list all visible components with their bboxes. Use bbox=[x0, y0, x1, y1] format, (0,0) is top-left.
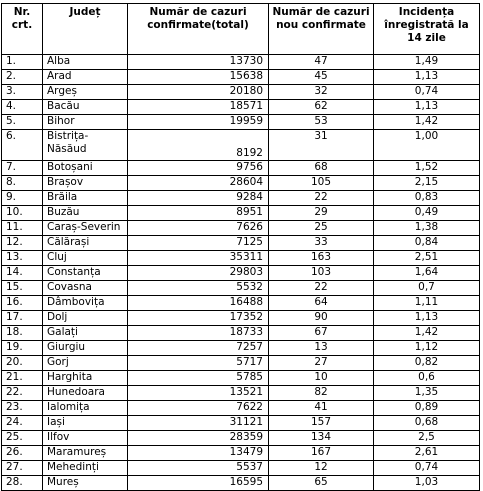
row-number: 6. bbox=[2, 130, 43, 161]
county-name: Bacău bbox=[43, 100, 128, 115]
new-confirmed: 31 bbox=[269, 130, 374, 161]
incidence-14d: 0,49 bbox=[374, 206, 480, 221]
incidence-14d: 0,6 bbox=[374, 371, 480, 386]
table-row bbox=[2, 191, 480, 206]
new-confirmed: 82 bbox=[269, 386, 374, 401]
county-name: Bistrița-Năsăud bbox=[43, 130, 128, 161]
new-confirmed: 64 bbox=[269, 296, 374, 311]
incidence-14d: 1,13 bbox=[374, 100, 480, 115]
total-confirmed: 7626 bbox=[128, 221, 269, 236]
header-row bbox=[2, 4, 480, 55]
total-confirmed: 8951 bbox=[128, 206, 269, 221]
incidence-14d: 1,42 bbox=[374, 326, 480, 341]
total-confirmed: 20180 bbox=[128, 85, 269, 100]
row-number: 15. bbox=[2, 281, 43, 296]
row-number: 17. bbox=[2, 311, 43, 326]
row-number: 25. bbox=[2, 431, 43, 446]
row-number: 10. bbox=[2, 206, 43, 221]
incidence-14d: 1,12 bbox=[374, 341, 480, 356]
covid-county-table bbox=[1, 3, 480, 491]
row-number: 9. bbox=[2, 191, 43, 206]
table-row bbox=[2, 461, 480, 476]
new-confirmed: 105 bbox=[269, 176, 374, 191]
new-confirmed: 65 bbox=[269, 476, 374, 491]
row-number: 3. bbox=[2, 85, 43, 100]
incidence-14d: 1,42 bbox=[374, 115, 480, 130]
county-name: Harghita bbox=[43, 371, 128, 386]
header-incidence-14d: Incidența înregistrată la 14 zile bbox=[374, 4, 480, 55]
county-name: Alba bbox=[43, 55, 128, 70]
county-name: Argeș bbox=[43, 85, 128, 100]
new-confirmed: 47 bbox=[269, 55, 374, 70]
total-confirmed: 9284 bbox=[128, 191, 269, 206]
total-confirmed: 17352 bbox=[128, 311, 269, 326]
incidence-14d: 0,74 bbox=[374, 85, 480, 100]
county-name: Hunedoara bbox=[43, 386, 128, 401]
header-total-confirmed: Număr de cazuri confirmate(total) bbox=[128, 4, 269, 55]
row-number: 8. bbox=[2, 176, 43, 191]
table-row bbox=[2, 431, 480, 446]
table-row bbox=[2, 416, 480, 431]
county-name: Ilfov bbox=[43, 431, 128, 446]
county-name: Giurgiu bbox=[43, 341, 128, 356]
new-confirmed: 33 bbox=[269, 236, 374, 251]
incidence-14d: 1,52 bbox=[374, 161, 480, 176]
incidence-14d: 1,38 bbox=[374, 221, 480, 236]
total-confirmed: 9756 bbox=[128, 161, 269, 176]
table-row bbox=[2, 476, 480, 491]
new-confirmed: 103 bbox=[269, 266, 374, 281]
table-row bbox=[2, 115, 480, 130]
table-row bbox=[2, 356, 480, 371]
row-number: 1. bbox=[2, 55, 43, 70]
row-number: 23. bbox=[2, 401, 43, 416]
new-confirmed: 12 bbox=[269, 461, 374, 476]
county-name: Iași bbox=[43, 416, 128, 431]
total-confirmed: 13479 bbox=[128, 446, 269, 461]
table-row bbox=[2, 296, 480, 311]
incidence-14d: 1,13 bbox=[374, 70, 480, 85]
new-confirmed: 134 bbox=[269, 431, 374, 446]
table-header bbox=[2, 4, 480, 55]
table-row bbox=[2, 446, 480, 461]
incidence-14d: 0,68 bbox=[374, 416, 480, 431]
row-number: 13. bbox=[2, 251, 43, 266]
new-confirmed: 163 bbox=[269, 251, 374, 266]
county-name: Brașov bbox=[43, 176, 128, 191]
county-name: Călărași bbox=[43, 236, 128, 251]
table-row bbox=[2, 341, 480, 356]
incidence-14d: 0,82 bbox=[374, 356, 480, 371]
row-number: 11. bbox=[2, 221, 43, 236]
row-number: 4. bbox=[2, 100, 43, 115]
new-confirmed: 27 bbox=[269, 356, 374, 371]
table-row bbox=[2, 371, 480, 386]
row-number: 22. bbox=[2, 386, 43, 401]
table-row bbox=[2, 326, 480, 341]
incidence-14d: 2,51 bbox=[374, 251, 480, 266]
total-confirmed: 19959 bbox=[128, 115, 269, 130]
incidence-14d: 2,5 bbox=[374, 431, 480, 446]
row-number: 14. bbox=[2, 266, 43, 281]
incidence-14d: 0,89 bbox=[374, 401, 480, 416]
county-name: Dolj bbox=[43, 311, 128, 326]
new-confirmed: 10 bbox=[269, 371, 374, 386]
table-row bbox=[2, 281, 480, 296]
row-number: 7. bbox=[2, 161, 43, 176]
county-name: Covasna bbox=[43, 281, 128, 296]
incidence-14d: 1,35 bbox=[374, 386, 480, 401]
table-row bbox=[2, 236, 480, 251]
total-confirmed: 18733 bbox=[128, 326, 269, 341]
table-body bbox=[2, 55, 480, 491]
incidence-14d: 2,15 bbox=[374, 176, 480, 191]
incidence-14d: 0,7 bbox=[374, 281, 480, 296]
county-name: Buzău bbox=[43, 206, 128, 221]
incidence-14d: 1,03 bbox=[374, 476, 480, 491]
table-row bbox=[2, 206, 480, 221]
new-confirmed: 41 bbox=[269, 401, 374, 416]
table-row bbox=[2, 85, 480, 100]
table-row bbox=[2, 401, 480, 416]
new-confirmed: 45 bbox=[269, 70, 374, 85]
table-row bbox=[2, 130, 480, 161]
new-confirmed: 25 bbox=[269, 221, 374, 236]
new-confirmed: 62 bbox=[269, 100, 374, 115]
total-confirmed: 15638 bbox=[128, 70, 269, 85]
new-confirmed: 22 bbox=[269, 191, 374, 206]
new-confirmed: 67 bbox=[269, 326, 374, 341]
county-name: Gorj bbox=[43, 356, 128, 371]
header-new-confirmed: Număr de cazuri nou confirmate bbox=[269, 4, 374, 55]
table-row bbox=[2, 100, 480, 115]
county-name: Arad bbox=[43, 70, 128, 85]
total-confirmed: 8192 bbox=[128, 130, 269, 161]
total-confirmed: 5717 bbox=[128, 356, 269, 371]
incidence-14d: 1,00 bbox=[374, 130, 480, 161]
row-number: 18. bbox=[2, 326, 43, 341]
new-confirmed: 68 bbox=[269, 161, 374, 176]
table-row bbox=[2, 386, 480, 401]
total-confirmed: 18571 bbox=[128, 100, 269, 115]
incidence-14d: 0,74 bbox=[374, 461, 480, 476]
county-name: Mehedinți bbox=[43, 461, 128, 476]
total-confirmed: 7622 bbox=[128, 401, 269, 416]
new-confirmed: 53 bbox=[269, 115, 374, 130]
table-row bbox=[2, 161, 480, 176]
row-number: 2. bbox=[2, 70, 43, 85]
row-number: 16. bbox=[2, 296, 43, 311]
row-number: 24. bbox=[2, 416, 43, 431]
total-confirmed: 28604 bbox=[128, 176, 269, 191]
county-name: Bihor bbox=[43, 115, 128, 130]
header-judet: Județ bbox=[43, 4, 128, 55]
new-confirmed: 32 bbox=[269, 85, 374, 100]
row-number: 5. bbox=[2, 115, 43, 130]
table-row bbox=[2, 311, 480, 326]
county-name: Botoșani bbox=[43, 161, 128, 176]
total-confirmed: 13521 bbox=[128, 386, 269, 401]
total-confirmed: 7257 bbox=[128, 341, 269, 356]
county-name: Dâmbovița bbox=[43, 296, 128, 311]
table-row bbox=[2, 55, 480, 70]
table-row bbox=[2, 70, 480, 85]
row-number: 28. bbox=[2, 476, 43, 491]
total-confirmed: 28359 bbox=[128, 431, 269, 446]
incidence-14d: 1,64 bbox=[374, 266, 480, 281]
incidence-14d: 0,83 bbox=[374, 191, 480, 206]
incidence-14d: 1,11 bbox=[374, 296, 480, 311]
total-confirmed: 5532 bbox=[128, 281, 269, 296]
new-confirmed: 90 bbox=[269, 311, 374, 326]
county-name: Ialomița bbox=[43, 401, 128, 416]
total-confirmed: 29803 bbox=[128, 266, 269, 281]
table-row bbox=[2, 251, 480, 266]
total-confirmed: 16595 bbox=[128, 476, 269, 491]
incidence-14d: 1,49 bbox=[374, 55, 480, 70]
county-name: Maramureș bbox=[43, 446, 128, 461]
table-row bbox=[2, 266, 480, 281]
row-number: 27. bbox=[2, 461, 43, 476]
new-confirmed: 29 bbox=[269, 206, 374, 221]
row-number: 26. bbox=[2, 446, 43, 461]
total-confirmed: 31121 bbox=[128, 416, 269, 431]
total-confirmed: 7125 bbox=[128, 236, 269, 251]
incidence-14d: 1,13 bbox=[374, 311, 480, 326]
row-number: 20. bbox=[2, 356, 43, 371]
row-number: 19. bbox=[2, 341, 43, 356]
county-name: Constanța bbox=[43, 266, 128, 281]
new-confirmed: 157 bbox=[269, 416, 374, 431]
total-confirmed: 5785 bbox=[128, 371, 269, 386]
county-name: Cluj bbox=[43, 251, 128, 266]
county-name: Galați bbox=[43, 326, 128, 341]
row-number: 21. bbox=[2, 371, 43, 386]
county-name: Caraș-Severin bbox=[43, 221, 128, 236]
incidence-14d: 0,84 bbox=[374, 236, 480, 251]
new-confirmed: 167 bbox=[269, 446, 374, 461]
total-confirmed: 16488 bbox=[128, 296, 269, 311]
county-name: Mureș bbox=[43, 476, 128, 491]
header-nr-crt: Nr. crt. bbox=[2, 4, 43, 55]
county-name: Brăila bbox=[43, 191, 128, 206]
total-confirmed: 5537 bbox=[128, 461, 269, 476]
total-confirmed: 35311 bbox=[128, 251, 269, 266]
table-row bbox=[2, 221, 480, 236]
table-row bbox=[2, 176, 480, 191]
incidence-14d: 2,61 bbox=[374, 446, 480, 461]
new-confirmed: 22 bbox=[269, 281, 374, 296]
new-confirmed: 13 bbox=[269, 341, 374, 356]
total-confirmed: 13730 bbox=[128, 55, 269, 70]
row-number: 12. bbox=[2, 236, 43, 251]
